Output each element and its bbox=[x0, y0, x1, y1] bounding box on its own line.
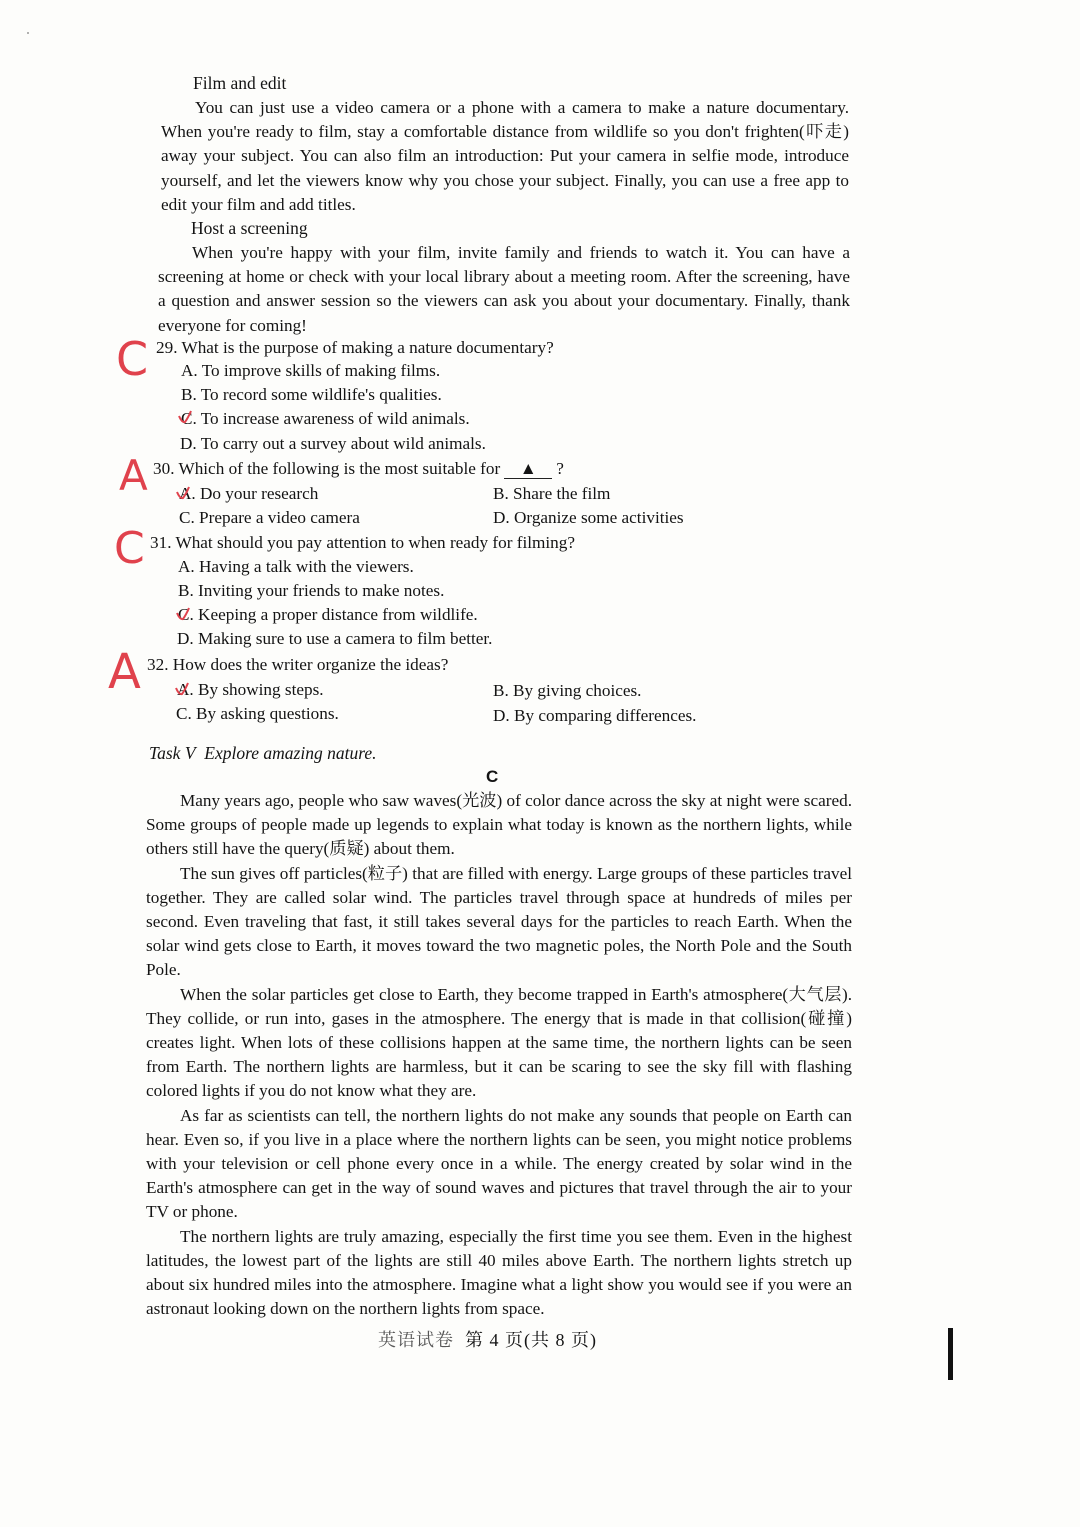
footer-page-number: 第 4 页(共 8 页) bbox=[465, 1330, 597, 1350]
task-label: Task V bbox=[149, 743, 196, 763]
scan-speck bbox=[27, 32, 29, 34]
page-footer bbox=[378, 1326, 597, 1352]
q30-check-mark-icon bbox=[176, 486, 190, 500]
screening-text: When you're happy with your film, invite family and friends to watch it. You can have a screening at home or check with your local library about a meeting room. After the screening, have a question and answer session so the viewers can ask you about your documentary. Finally, thank everyone for coming! bbox=[158, 243, 850, 335]
q29-check-mark-icon bbox=[178, 410, 192, 424]
q32-option-d: D. By comparing differences. bbox=[493, 706, 697, 725]
task-title: Explore amazing nature. bbox=[204, 743, 377, 763]
q32-option-a: A. By showing steps. bbox=[177, 680, 324, 699]
q30-stem-after: ? bbox=[556, 459, 564, 478]
q29-option-c: C. To increase awareness of wild animals. bbox=[181, 409, 470, 428]
screening-paragraph bbox=[158, 241, 850, 338]
q30-option-d: D. Organize some activities bbox=[493, 508, 684, 527]
question-30-stem bbox=[153, 457, 564, 481]
q32-option-c: C. By asking questions. bbox=[176, 704, 339, 723]
film-edit-text: You can just use a video camera or a phone with a camera to make a nature documentary. When you're ready to film, stay a comfortable distance from wildlife so you don't frighten(吓走) away your subject. You can also film an introduction: Put your camera in selfie mode, introduce yourself, and let the viewers know why you chose your subject. Finally, you can use a free app to edit your film and add titles. bbox=[161, 98, 849, 214]
q31-option-d: D. Making sure to use a camera to film better. bbox=[177, 629, 493, 648]
q30-stem-before: 30. Which of the following is the most suitable for bbox=[153, 459, 501, 478]
film-edit-heading: Film and edit bbox=[193, 73, 287, 93]
q32-check-mark-icon bbox=[175, 682, 189, 696]
footer-subject: 英语试卷 bbox=[378, 1330, 454, 1350]
q30-option-b: B. Share the film bbox=[493, 484, 611, 503]
handwritten-answer-29: C bbox=[116, 332, 149, 386]
task-header bbox=[149, 741, 377, 765]
passage-c-paragraph-2: The sun gives off particles(粒子) that are filled with energy. Large groups of these particles travel together. They are called solar wind. The particles travel through space at hundreds of miles per second. Even traveling that fast, it still takes several days for the particles to reach Earth. When the solar wind gets close to Earth, it moves toward the two magnetic poles, the North Pole and the South Pole. bbox=[146, 863, 852, 980]
q30-option-c: C. Prepare a video camera bbox=[179, 508, 360, 527]
q31-option-a: A. Having a talk with the viewers. bbox=[178, 557, 414, 576]
passage-c-paragraph-4: As far as scientists can tell, the northern lights do not make any sounds that people on Earth can hear. Even so, if you live in a place where the northern lights can be seen, you might notice problems with your television or cell phone every once in a while. The energy created by solar wind in the Earth's atmosphere can get in the way of sound waves and pictures that travel through the air to your TV or phone. bbox=[146, 1105, 852, 1222]
question-29-stem: 29. What is the purpose of making a nature documentary? bbox=[156, 338, 554, 357]
passage-c-paragraph-1: Many years ago, people who saw waves(光波) of color dance across the sky at night were scared. Some groups of people made up legends to explain what today is known as the northern lights, while others still have the query(质疑) about them. bbox=[146, 791, 852, 859]
passage-c-paragraph-3: When the solar particles get close to Earth, they become trapped in Earth's atmosphere(大气层). They collide, or run into, gases in the atmosphere. The energy that is made in that collision(碰撞) creates light. When lots of these collisions happen at the same time, the northern lights can be seen from Earth. The northern lights are harmless, but it can be scaring to see the sky fill with flashing colored lights if you do not know what they are. bbox=[146, 984, 852, 1101]
q29-option-b: B. To record some wildlife's qualities. bbox=[181, 385, 442, 404]
q31-option-c: C. Keeping a proper distance from wildlife. bbox=[178, 605, 478, 624]
passage-letter: C bbox=[486, 767, 499, 786]
q31-check-mark-icon bbox=[176, 607, 190, 621]
passage-c-body bbox=[146, 789, 852, 1321]
question-31-stem: 31. What should you pay attention to when ready for filming? bbox=[150, 533, 575, 552]
handwritten-answer-32: A bbox=[108, 644, 141, 700]
q32-option-b: B. By giving choices. bbox=[493, 681, 642, 700]
q30-blank: ▲ bbox=[504, 460, 552, 479]
scan-edge-bar bbox=[948, 1328, 953, 1380]
question-32-stem: 32. How does the writer organize the ideas? bbox=[147, 655, 449, 674]
handwritten-answer-30: A bbox=[119, 451, 148, 500]
passage-c-paragraph-5: The northern lights are truly amazing, especially the first time you see them. Even in the highest latitudes, the lowest part of the lights are still 40 miles above Earth. The northern lights stretch up about six hundred miles into the atmosphere. Imagine what a light show you would see if you were an astronaut looking down on the northern lights from space. bbox=[146, 1226, 852, 1319]
film-edit-paragraph bbox=[161, 96, 849, 217]
q29-option-d: D. To carry out a survey about wild animals. bbox=[180, 434, 486, 453]
screening-heading: Host a screening bbox=[191, 218, 308, 238]
handwritten-answer-31: C bbox=[114, 523, 145, 574]
q31-option-b: B. Inviting your friends to make notes. bbox=[178, 581, 445, 600]
q29-option-a: A. To improve skills of making films. bbox=[181, 361, 441, 380]
q30-option-a: A. Do your research bbox=[179, 484, 319, 503]
